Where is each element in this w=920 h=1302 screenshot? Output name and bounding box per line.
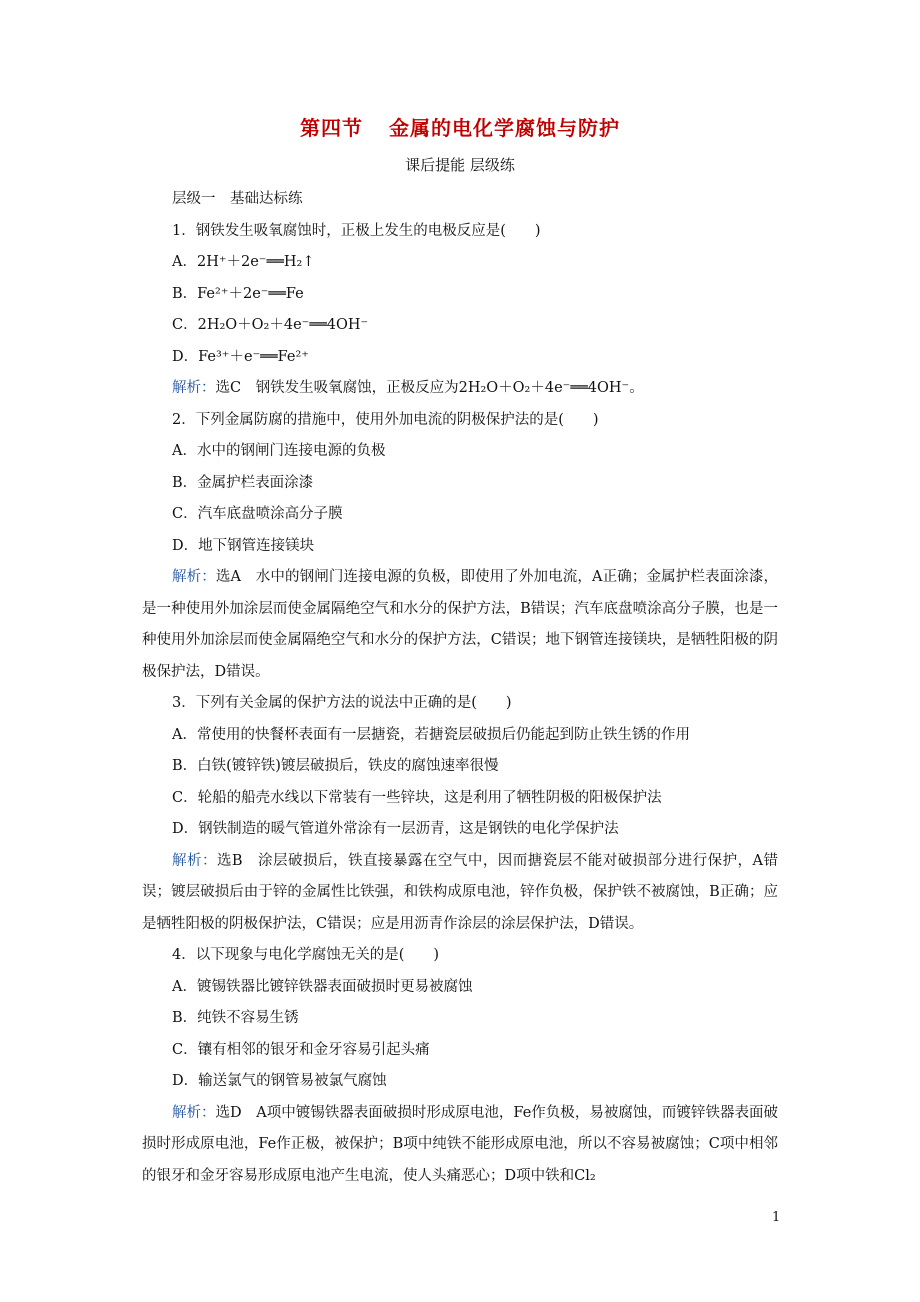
analysis-label: 解析： — [172, 569, 216, 585]
q1-option-d: D．Fe³⁺＋e⁻══Fe²⁺ — [172, 348, 309, 365]
analysis-label: 解析： — [172, 852, 217, 869]
section-number: 第四节 — [300, 116, 363, 140]
q1-option-b: B．Fe²⁺＋2e⁻══Fe — [172, 285, 304, 302]
q4-analysis-text: 选D A项中镀锡铁器表面破损时形成原电池，Fe作负极，易被腐蚀，而镀锌铁器表面破损时形成原电池，Fe作正极，被保护；B项中纯铁不能形成原电池，所以不容易被腐蚀；C项中相邻的银牙和金牙容易形成原电池产生电流，使人头痛恶心；D项中铁和Cl₂ — [142, 1104, 778, 1184]
q3-option-a: A．常使用的快餐杯表面有一层搪瓷，若搪瓷层破损后仍能起到防止铁生锈的作用 — [172, 726, 690, 743]
section-topic: 金属的电化学腐蚀与防护 — [389, 116, 620, 140]
q4-option-d: D．输送氯气的钢管易被氯气腐蚀 — [172, 1073, 387, 1089]
q2-option-c: C．汽车底盘喷涂高分子膜 — [172, 506, 343, 522]
q2-option-b: B．金属护栏表面涂漆 — [172, 474, 314, 491]
q3-analysis — [142, 846, 778, 941]
analysis-label: 解析： — [172, 1104, 216, 1121]
document-body — [142, 184, 778, 1192]
q2-analysis-text: 选A 水中的钢闸门连接电源的负极，即使用了外加电流，A正确；金属护栏表面涂漆，是一种使用外加涂层而使金属隔绝空气和水分的保护方法，B错误；汽车底盘喷涂高分子膜，也是一种使用外加涂层而使金属隔绝空气和水分的保护方法，C错误；地下钢管连接镁块，是牺牲阳极的阴极保护法，D错误。 — [142, 569, 778, 680]
q2-analysis — [142, 562, 778, 688]
q4-stem: 4．以下现象与电化学腐蚀无关的是( ) — [172, 947, 440, 963]
q3-option-b: B．白铁(镀锌铁)镀层破损后，铁皮的腐蚀速率很慢 — [172, 758, 499, 774]
q3-option-c: C．轮船的船壳水线以下常装有一些锌块，这是利用了牺牲阴极的阳极保护法 — [172, 789, 662, 806]
q1-analysis — [142, 373, 778, 405]
q2-option-a: A．水中的钢闸门连接电源的负极 — [172, 443, 386, 459]
q2-option-d: D．地下钢管连接镁块 — [172, 537, 315, 554]
q3-analysis-text: 选B 涂层破损后，铁直接暴露在空气中，因而搪瓷层不能对破损部分进行保护，A错误；镀层破损后由于锌的金属性比铁强，和铁构成原电池，锌作负极，保护铁不被腐蚀，B正确；应是牺牲阳极的阴极保护法，C错误；应是用沥青作涂层的涂层保护法，D错误。 — [142, 852, 778, 932]
analysis-label: 解析： — [172, 380, 216, 396]
q4-analysis — [142, 1098, 778, 1193]
q1-option-a: A．2H⁺＋2e⁻══H₂↑ — [172, 254, 315, 270]
q1-analysis-text: 选C 钢铁发生吸氧腐蚀，正极反应为2H₂O＋O₂＋4e⁻══4OH⁻。 — [215, 380, 644, 396]
q4-option-a: A．镀锡铁器比镀锌铁器表面破损时更易被腐蚀 — [172, 978, 473, 995]
level-heading: 层级一 基础达标练 — [172, 191, 303, 207]
q3-option-d: D．钢铁制造的暖气管道外常涂有一层沥青，这是钢铁的电化学保护法 — [172, 821, 619, 837]
page-subtitle: 课后提能 层级练 — [405, 156, 515, 174]
q4-option-c: C．镶有相邻的银牙和金牙容易引起头痛 — [172, 1041, 430, 1058]
page-title — [0, 112, 920, 141]
q4-option-b: B．纯铁不容易生锈 — [172, 1010, 299, 1026]
q3-stem: 3．下列有关金属的保护方法的说法中正确的是( ) — [172, 695, 512, 711]
q1-option-c: C．2H₂O＋O₂＋4e⁻══4OH⁻ — [172, 317, 369, 333]
page-number: 1 — [772, 1210, 781, 1225]
q1-stem: 1．钢铁发生吸氧腐蚀时，正极上发生的电极反应是( ) — [172, 222, 541, 239]
q2-stem: 2．下列金属防腐的措施中，使用外加电流的阴极保护法的是( ) — [172, 411, 599, 428]
